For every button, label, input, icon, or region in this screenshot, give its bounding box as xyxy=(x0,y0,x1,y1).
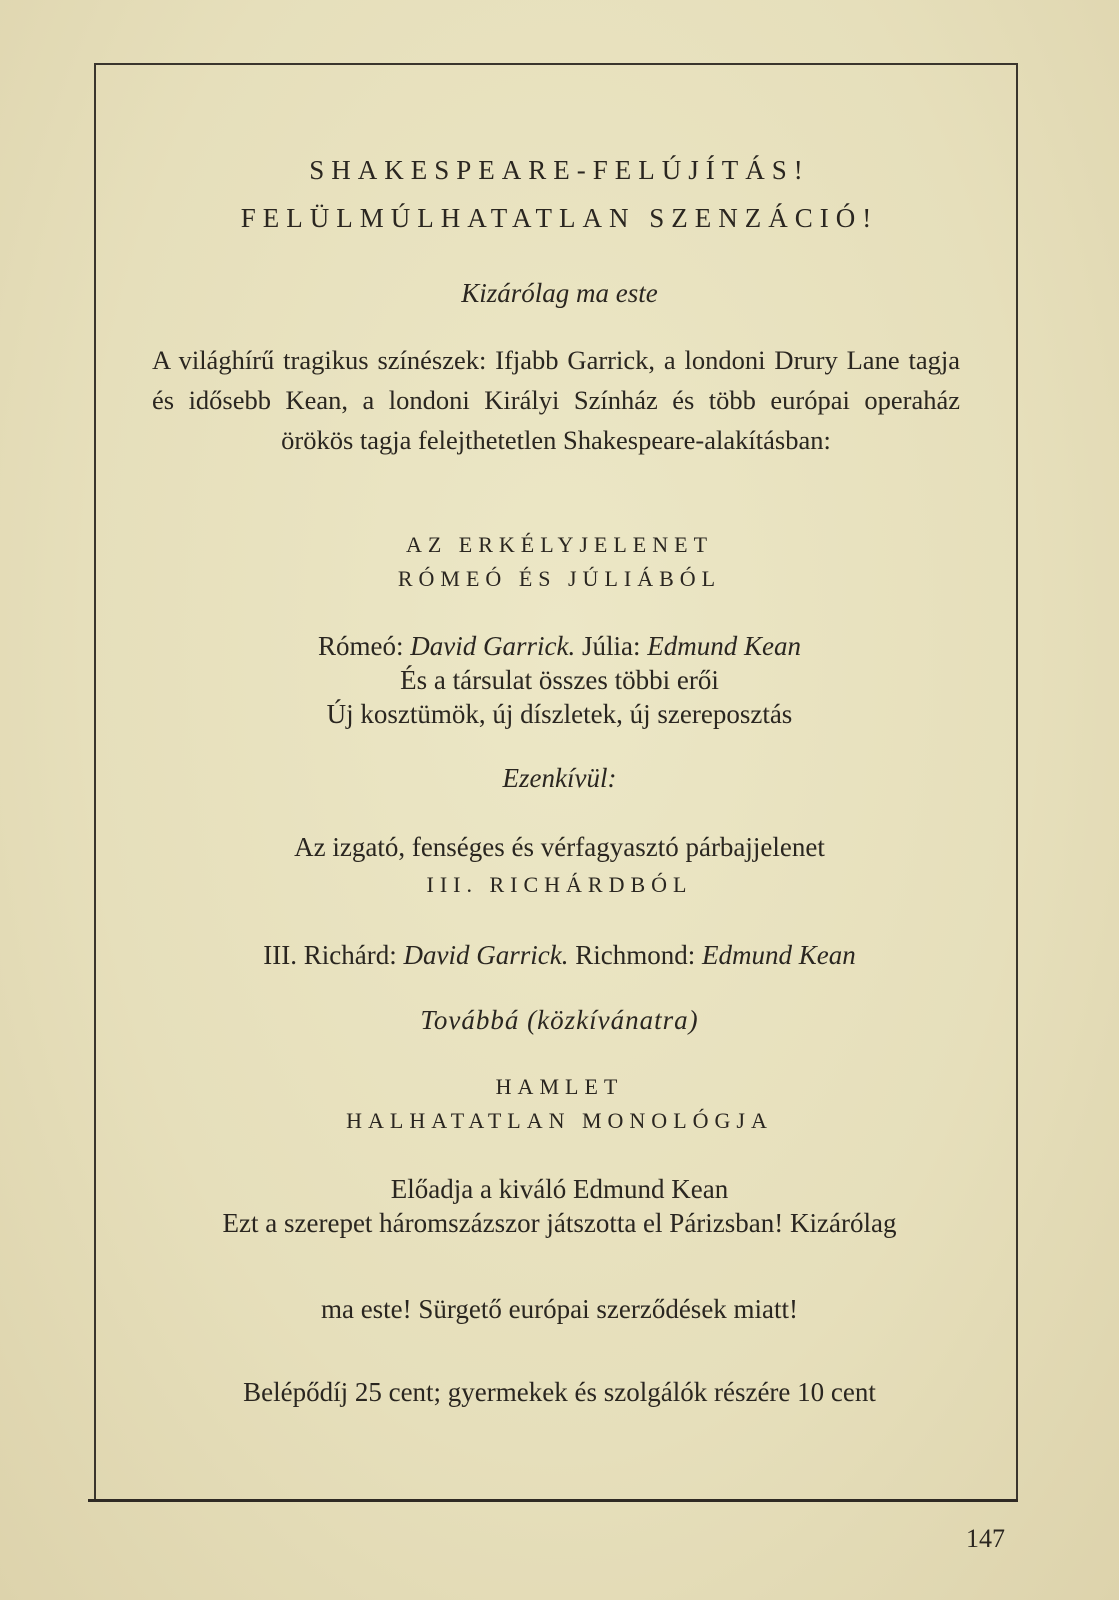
act1-title-2: RÓMEÓ ÉS JÚLIÁBÓL xyxy=(397,566,722,591)
act3-title-2: HALHATATLAN MONOLÓGJA xyxy=(346,1108,773,1133)
frame-border-bottom xyxy=(88,1499,1018,1502)
besides-label: Ezenkívül: xyxy=(502,763,617,793)
subtitle: Kizárólag ma este xyxy=(461,278,658,308)
frame-border-top xyxy=(95,63,1018,65)
page-number: 147 xyxy=(966,1524,1005,1553)
act1-title-1: AZ ERKÉLYJELENET xyxy=(405,532,714,557)
actor-garrick: David Garrick. xyxy=(403,940,569,970)
act1-cast xyxy=(0,629,1119,663)
act2-cast xyxy=(0,938,1119,972)
role-richmond: Richmond: xyxy=(575,940,696,970)
intro-paragraph: A világhírű tragikus színészek: Ifjabb Garrick, a londoni Drury Lane tagja és idősebb Kean, a londoni Királyi Színház és több európai operaház örökös tagja felejthetetlen Shakespeare-alakításban: xyxy=(152,345,960,455)
role-romeo: Rómeó: xyxy=(318,631,404,661)
act1-novelties: Új kosztümök, új díszletek, új szereposztás xyxy=(326,699,793,729)
actor-garrick: David Garrick. xyxy=(410,631,576,661)
act2-description: Az izgató, fenséges és vérfagyasztó párbajjelenet xyxy=(294,832,825,862)
actor-kean: Edmund Kean xyxy=(647,631,801,661)
act3-note-2: ma este! Sürgető európai szerződések miatt! xyxy=(320,1294,799,1324)
heading-line-2: FELÜLMÚLHATATLAN SZENZÁCIÓ! xyxy=(240,203,879,233)
act3-title-1: HAMLET xyxy=(495,1074,624,1099)
role-julia: Júlia: xyxy=(581,631,641,661)
role-richard: III. Richárd: xyxy=(263,940,397,970)
act1-company: És a társulat összes többi erői xyxy=(400,665,719,695)
actor-kean: Edmund Kean xyxy=(701,940,856,970)
heading-line-1: SHAKESPEARE-FELÚJÍTÁS! xyxy=(309,155,810,185)
furthermore-label: Továbbá (közkívánatra) xyxy=(420,1005,699,1035)
act2-title: III. RICHÁRDBÓL xyxy=(426,872,693,897)
act3-note-1: Ezt a szerepet háromszázszor játszotta el Párizsban! Kizárólag xyxy=(222,1208,897,1238)
admission-price: Belépődíj 25 cent; gyermekek és szolgálók részére 10 cent xyxy=(243,1377,876,1407)
act3-performer: Előadja a kiváló Edmund Kean xyxy=(390,1174,729,1204)
